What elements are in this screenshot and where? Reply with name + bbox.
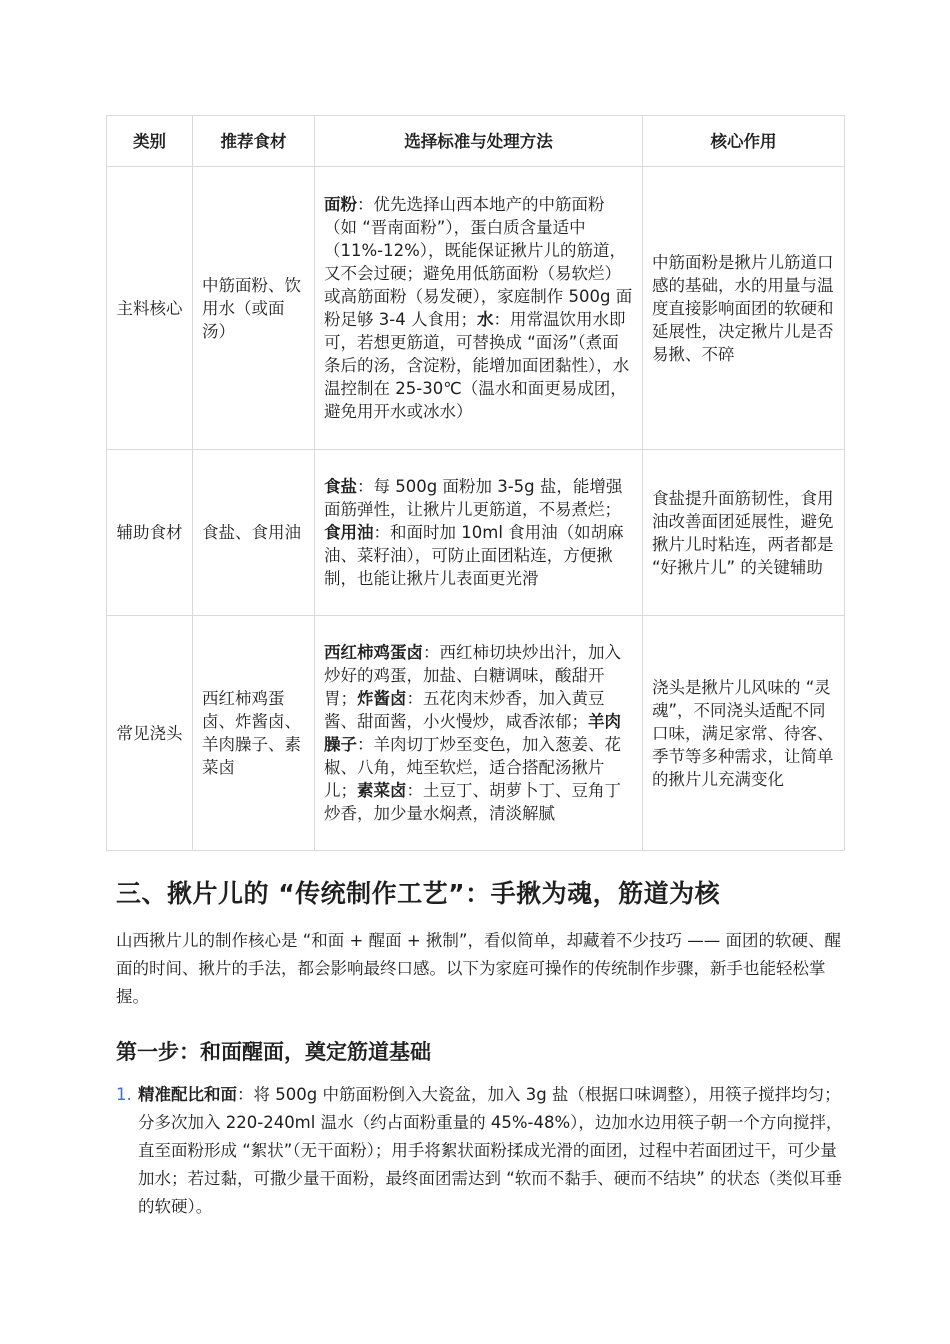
header-method: 选择标准与处理方法 (315, 116, 643, 167)
header-ingredients: 推荐食材 (193, 116, 315, 167)
row-method (315, 616, 643, 851)
row-ingredients: 西红柿鸡蛋卤、炸酱卤、羊肉臊子、素菜卤 (193, 616, 315, 851)
row-method (315, 450, 643, 616)
method-text: ：优先选择山西本地产的中筋面粉（如 “晋南面粉”），蛋白质含量适中（11%-12%），既能保证揪片儿的筋道，又不会过硬；避免用低筋面粉（易软烂）或高筋面粉（易发硬），家庭制作 500g 面粉足够 3-4 人食用； (324, 195, 633, 329)
row-category: 辅助食材 (107, 450, 193, 616)
ingredients-table (106, 115, 845, 851)
section-heading: 三、揪片儿的 “传统制作工艺”：手揪为魂，筋道为核 (116, 879, 721, 908)
method-text: ：每 500g 面粉加 3-5g 盐，能增强面筋弹性，让揪片儿更筋道，不易煮烂； (324, 477, 623, 519)
list-item-text (138, 1081, 844, 1221)
row-ingredients: 中筋面粉、饮用水（或面汤） (193, 167, 315, 450)
method-text: ：羊肉切丁炒至变色，加入葱姜、花椒、八角，炖至软烂，适合搭配汤揪片儿； (324, 735, 621, 800)
row-ingredients: 食盐、食用油 (193, 450, 315, 616)
row-method (315, 167, 643, 450)
row-category: 主料核心 (107, 167, 193, 450)
row-role: 食盐提升面筋韧性，食用油改善面团延展性，避免揪片儿时粘连，两者都是 “好揪片儿” 的关键辅助 (643, 450, 845, 616)
method-label: 食盐 (324, 477, 357, 496)
method-label: 面粉 (324, 195, 357, 214)
method-label: 素菜卤 (357, 781, 407, 800)
header-role: 核心作用 (643, 116, 845, 167)
step-heading: 第一步：和面醒面，奠定筋道基础 (116, 1040, 431, 1064)
method-text: ：五花肉末炒香，加入黄豆酱、甜面酱，小火慢炒，咸香浓郁； (324, 689, 605, 731)
table-row (107, 616, 845, 851)
method-label: 食用油 (324, 523, 374, 542)
row-category: 常见浇头 (107, 616, 193, 851)
method-label: 水 (476, 310, 494, 329)
row-role: 浇头是揪片儿风味的 “灵魂”，不同浇头适配不同口味，满足家常、待客、季节等多种需求，让简单的揪片儿充满变化 (643, 616, 845, 851)
row-role: 中筋面粉是揪片儿筋道口感的基础，水的用量与温度直接影响面团的软硬和延展性，决定揪片儿是否易揪、不碎 (643, 167, 845, 450)
list-item (116, 1081, 844, 1221)
method-text: ：土豆丁、胡萝卜丁、豆角丁炒香，加少量水焖煮，清淡解腻 (324, 781, 621, 823)
method-text: ：西红柿切块炒出汁，加入炒好的鸡蛋，加盐、白糖调味，酸甜开胃； (324, 643, 621, 708)
list-number: 1. (116, 1085, 132, 1104)
section-intro: 山西揪片儿的制作核心是 “和面 + 醒面 + 揪制”，看似简单，却藏着不少技巧 —— 面团的软硬、醒面的时间、揪片的手法，都会影响最终口感。以下为家庭可操作的传统制作步骤，新手也能轻松掌握。 (116, 931, 841, 1006)
table-row (107, 450, 845, 616)
method-label: 西红柿鸡蛋卤 (324, 643, 423, 662)
list-item-body: ：将 500g 中筋面粉倒入大瓷盆，加入 3g 盐（根据口味调整），用筷子搅拌均匀；分多次加入 220-240ml 温水（约占面粉重量的 45%-48%），边加水边用筷子朝一个方向搅拌，直至面粉形成 “絮状”（无干面粉）；用手将絮状面粉揉成光滑的面团，过程中若面团过干，可少量加水；若过黏，可撒少量干面粉，最终面团需达到 “软而不黏手、硬而不结块” 的状态（类似耳垂的软硬）。 (138, 1085, 843, 1216)
method-text: ：和面时加 10ml 食用油（如胡麻油、菜籽油），可防止面团粘连，方便揪制，也能让揪片儿表面更光滑 (324, 523, 624, 588)
method-label: 羊肉臊子 (324, 712, 621, 754)
table-header-row (107, 116, 845, 167)
table-row (107, 167, 845, 450)
list-item-label: 精准配比和面 (138, 1085, 237, 1104)
method-text: ：用常温饮用水即可，若想更筋道，可替换成 “面汤”（煮面条后的汤，含淀粉，能增加面团黏性），水温控制在 25-30℃（温水和面更易成团，避免用开水或冰水） (324, 310, 630, 421)
header-category: 类别 (107, 116, 193, 167)
method-label: 炸酱卤 (357, 689, 407, 708)
